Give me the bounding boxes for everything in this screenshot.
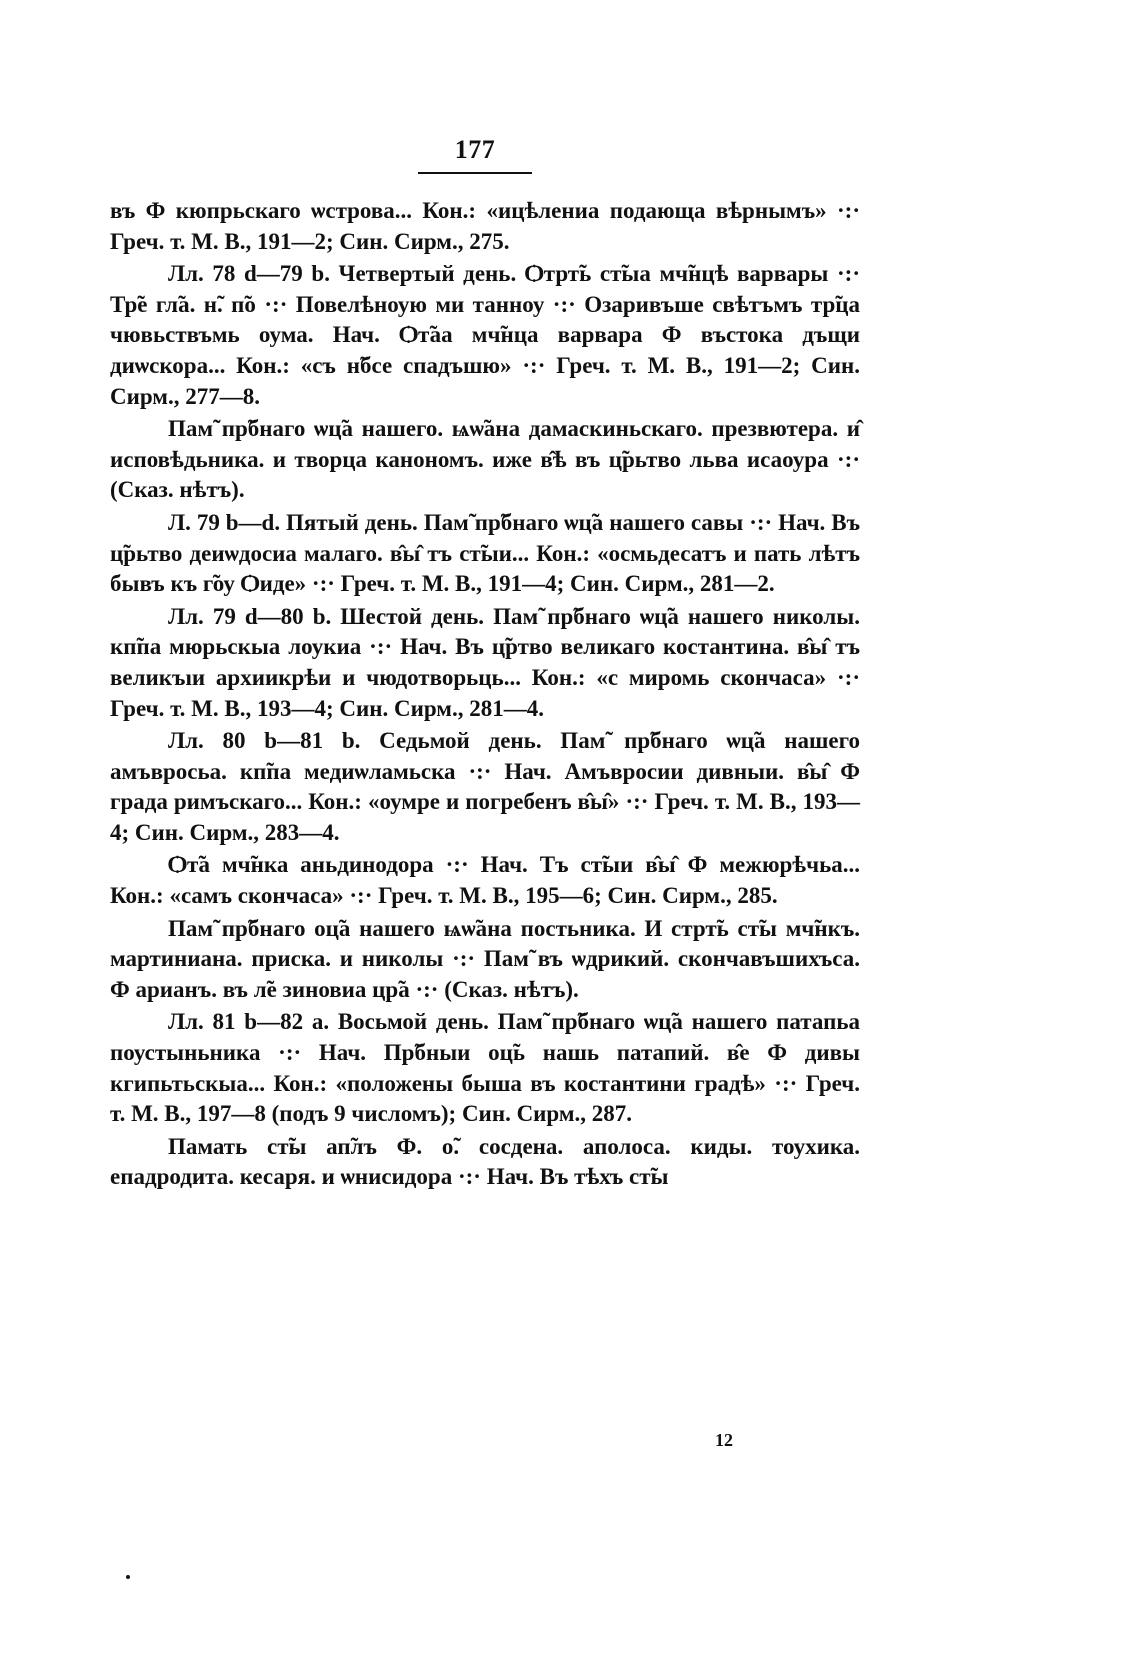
paragraph-john-faster: Пам̃ пр̃бнаго оц̃а нашего ѩѡ̃ана постьника. И стрт̃ь ст̃ы мч̃нкъ. мартиниана. приска. и николы ·:· Пам̃ въ ѡдрикий. скончавъшихъса. Ф арианъ. въ л̃е зиновиа цр̃а ·:· (Сказ. нѣтъ). [110,915,860,1002]
paragraph-continuation: въ Ф кюпрьскаго ѡстрова... Кон.: «ицѣлениа подающа вѣрнымъ» ·:· Греч. т. М. В., 191—2; Син. Сирм., 275. [110,198,860,254]
page-number: 177 [454,135,496,164]
paragraph-fifth-day: Л. 79 b—d. Пятый день. Пам̃ пр̃бнаго ѡц̃а нашего савы ·:· Нач. Въ ц̃рьтво деиѡдосиа малаго. в̂ы̂ тъ ст̃ыи... Кон.: «осмьдесатъ и пать лѣтъ бывъ къ г̃оу Ѻиде» ·:· Греч. т. М. В., 191—4; Син. Сирм., 281—2. [110,509,860,597]
paragraph-seventh-day: Лл. 80 b—81 b. Седьмой день. Пам̃ пр̃бнаго ѡц̃а нашего амъвросьа. кп̃па медиѡламьска ·:· Нач. Амъвросии дивныи. в̂ы̂ Ф града римъскаго... Кон.: «оумре и погребенъ в̂ы̂» ·:· Греч. т. М. В., 193—4; Син. Сирм., 283—4. [110,728,860,845]
paragraph-apostles: Памать ст̃ы ап̃лъ Ф. о̃. сосдена. аполоса. киды. тоухика. епадродита. кесаря. и ѡнисидора ·:· Нач. Въ тѣхъ ст̃ы [110,1133,860,1190]
paragraph-sixth-day: Лл. 79 d—80 b. Шестой день. Пам̃ пр̃бнаго ѡц̃а нашего николы. кп̃па мюрьскыа лоукиа ·:· Нач. Въ ц̃ртво великаго костантина. в̂ы̂ тъ великъıи архиикрѣи и чюдотворьць... Кон.: «с миромь скончаса» ·:· Греч. т. М. В., 193—4; Син. Сирм., 281—4. [110,603,860,721]
paragraph-athenodorus: Ѻт̃а мч̃нка аньдинодора ·:· Нач. Тъ ст̃ыи в̂ы̂ Ф межюрѣчьа... Кон.: «самъ скончаса» ·:· Греч. т. М. В., 195—6; Син. Сирм., 285. [110,852,860,909]
body-text [110,196,860,1195]
paragraph-john-damascene: Пам̃ пр̃бнаго ѡц̃а нашего. ѩѡ̃ана дамаскиньскаго. презвютера. и̂ исповѣдьника. и творца канономъ. иже в̂ѣ въ ц̃рьтво льва исаоура ·:· (Сказ. нѣтъ). [110,416,860,503]
page-number-rule [418,172,532,174]
ink-speck [126,1575,130,1579]
printer-signature-mark: 12 [715,1430,733,1450]
paragraph-fourth-day: Лл. 78 d—79 b. Четвертый день. Ѻтрт̃ь ст̃ыа мч̃нцѣ варвары ·:· Тр̃е гл̃а. н̃. п̃о ·:· Повелѣноую ми танноу ·:· Озаривъше свѣтъмъ тр̃ца чювьствъмь оума. Нач. Ѻт̃аа мч̃нца варвара Ф въстока дъщи диѡскора... Кон.: «съ н̃бсе спадъшю» ·:· Греч. т. М. В., 191—2; Син. Сирм., 277—8. [110,261,860,409]
paragraph-eighth-day: Лл. 81 b—82 а. Восьмой день. Пам̃ пр̃бнаго ѡц̃а нашего патапьа поустыньника ·:· Нач. Пр̃бныи оц̃ь нашь патапий. в̂е Ф дивы кгипьтьскыа... Кон.: «положены быша въ костантини градѣ» ·:· Греч. т. М. В., 197—8 (подъ 9 числомъ); Син. Сирм., 287. [110,1009,860,1127]
